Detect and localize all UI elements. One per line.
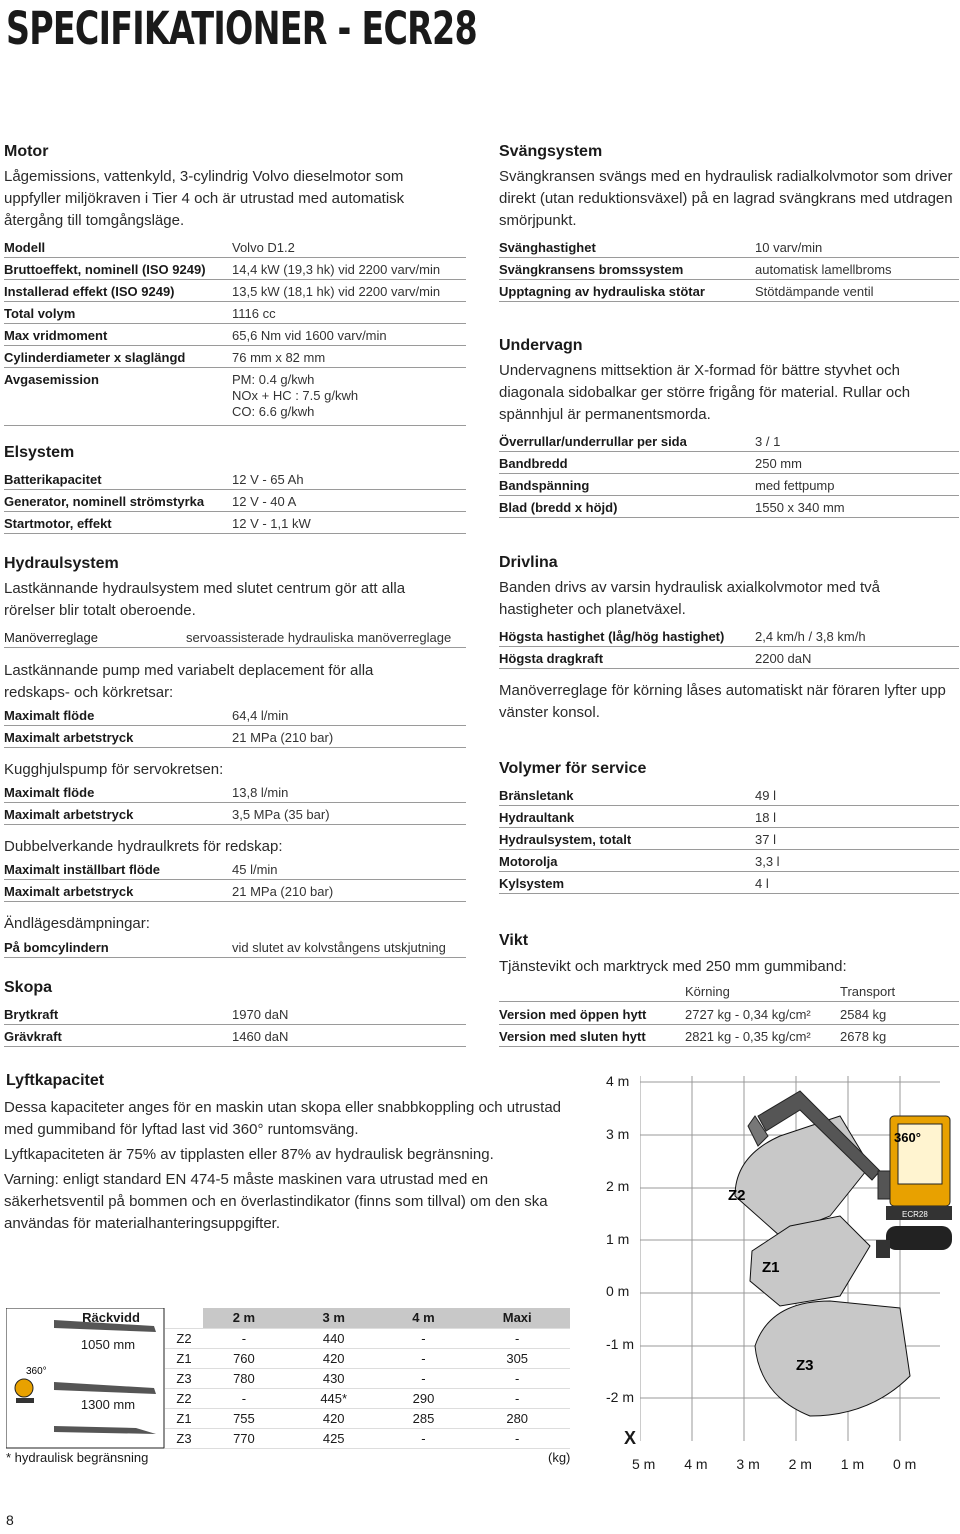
- lift-table-360-label: 360°: [26, 1366, 47, 1377]
- spec-row: [4, 512, 466, 534]
- lyft-p3: Varning: enligt standard EN 474-5 måste maskinen vara utrustad med en säkerhetsventil på bommen och en överlastindikator (finns som tillval) om den ska användas för materialhanteringsuppgifter.: [4, 1171, 548, 1232]
- table-row: [165, 1408, 570, 1428]
- lift-zone-cell: Z1: [165, 1408, 203, 1428]
- spec-value: 1460 daN: [232, 1029, 289, 1044]
- undervagn-lead: Undervagnens mittsektion är X-formad för bättre styvhet och diagonala sidobalkar ger större frigång för material. Rullar och spännhjul är permanentsmorda.: [499, 362, 911, 423]
- spec-value: 250 mm: [755, 456, 802, 471]
- spec-label: Maximalt arbetstryck: [4, 884, 134, 899]
- lift-value-cell: 440: [285, 1328, 383, 1348]
- spec-value: 14,4 kW (19,3 hk) vid 2200 varv/min: [232, 262, 441, 277]
- spec-label: Manöverreglage: [4, 630, 98, 645]
- spec-row: [499, 647, 959, 669]
- spec-row: [499, 474, 959, 496]
- spec-row: [4, 468, 466, 490]
- emission-co: CO: 6.6 g/kwh: [232, 404, 315, 419]
- spec-label: Motorolja: [499, 854, 558, 869]
- spec-row-emission: [4, 368, 466, 426]
- elsystem-heading: Elsystem: [4, 444, 75, 461]
- spec-row: [499, 828, 959, 850]
- spec-label: Brytkraft: [4, 1007, 59, 1022]
- spec-label: Maximalt arbetstryck: [4, 807, 134, 822]
- zone-z1-label: Z1: [762, 1259, 780, 1276]
- lift-value-cell: -: [383, 1428, 465, 1448]
- emission-pm: PM: 0.4 g/kwh: [232, 372, 315, 387]
- spec-label: Hydraultank: [499, 810, 575, 825]
- skopa-heading: Skopa: [4, 979, 53, 996]
- vikt-transport: 2584 kg: [840, 1007, 887, 1022]
- spec-row: [499, 806, 959, 828]
- lift-table-illustration: [6, 1308, 166, 1450]
- spec-value: 12 V - 1,1 kW: [232, 516, 311, 531]
- page-title: SPECIFIKATIONER - ECR28: [6, 2, 477, 55]
- spec-label: Kylsystem: [499, 876, 565, 891]
- spec-value: 3 / 1: [755, 434, 781, 449]
- lift-table-header-cell: 4 m: [383, 1308, 465, 1328]
- lift-value-cell: 445*: [285, 1388, 383, 1408]
- lift-value-cell: -: [464, 1428, 570, 1448]
- spec-value: 18 l: [755, 810, 776, 825]
- lift-unit: (kg): [548, 1450, 571, 1465]
- y-tick-label: 2 m: [606, 1178, 630, 1195]
- y-tick-label: -2 m: [606, 1388, 634, 1405]
- lift-value-cell: 770: [203, 1428, 285, 1448]
- spec-row: [4, 490, 466, 512]
- lift-value-cell: 760: [203, 1348, 285, 1368]
- lift-table-header: [165, 1308, 570, 1328]
- x-tick-label: 1 m: [840, 1456, 865, 1472]
- spec-label: Högsta hastighet (låg/hög hastighet): [499, 629, 725, 644]
- spec-row: [4, 880, 466, 902]
- spec-row: [4, 346, 466, 368]
- spec-row: [4, 704, 466, 726]
- lift-value-cell: 780: [203, 1368, 285, 1388]
- spec-row-control: [4, 626, 466, 648]
- spec-label: Svängkransens bromssystem: [499, 262, 684, 277]
- hydraul-sub2: Kugghjulspump för servokretsen:: [4, 761, 224, 778]
- drivlina-lead: Banden drivs av varsin hydraulisk axialkolvmotor med två hastigheter och planetväxel.: [499, 579, 880, 618]
- spec-value: 3,3 l: [755, 854, 780, 869]
- lift-value-cell: 290: [383, 1388, 465, 1408]
- spec-label: Bruttoeffekt, nominell (ISO 9249): [4, 262, 206, 277]
- drivlina-note: Manöverreglage för körning låses automatiskt när föraren lyfter upp vänster konsol.: [499, 682, 946, 721]
- lift-capacity-table: [165, 1308, 570, 1449]
- spec-value: Volvo D1.2: [232, 240, 295, 255]
- spec-row: [4, 936, 466, 958]
- spec-label: Startmotor, effekt: [4, 516, 112, 531]
- lift-zone-cell: Z2: [165, 1388, 203, 1408]
- spec-row: [4, 858, 466, 880]
- lift-table-header-cell: Maxi: [464, 1308, 570, 1328]
- spec-label: Blad (bredd x höjd): [499, 500, 618, 515]
- vikt-korning: 2821 kg - 0,35 kg/cm²: [685, 1029, 811, 1044]
- spec-value: Stötdämpande ventil: [755, 284, 874, 299]
- vikt-col-korning: Körning: [685, 984, 730, 999]
- hydraul-heading: Hydraulsystem: [4, 555, 119, 572]
- spec-value: 13,8 l/min: [232, 785, 289, 800]
- spec-value: 37 l: [755, 832, 776, 847]
- spec-value: 13,5 kW (18,1 hk) vid 2200 varv/min: [232, 284, 441, 299]
- page-number: 8: [6, 1512, 14, 1528]
- zone-z3-area: [755, 1301, 910, 1416]
- lift-value-cell: -: [383, 1348, 465, 1368]
- vikt-heading: Vikt: [499, 932, 529, 949]
- spec-row: [499, 452, 959, 474]
- lift-value-cell: 285: [383, 1408, 465, 1428]
- spec-row: [499, 496, 959, 518]
- lift-range-diagram: [640, 1076, 958, 1456]
- spec-value: 64,4 l/min: [232, 708, 289, 723]
- table-row: [165, 1328, 570, 1348]
- vikt-lead: Tjänstevikt och marktryck med 250 mm gummiband:: [499, 958, 847, 975]
- lift-value-cell: -: [203, 1388, 285, 1408]
- spec-label: Max vridmoment: [4, 328, 108, 343]
- machine-label: ECR28: [902, 1210, 928, 1219]
- spec-value: med fettpump: [755, 478, 835, 493]
- y-tick-label: 4 m: [606, 1073, 630, 1089]
- table-row: [165, 1368, 570, 1388]
- spec-row: [4, 258, 466, 280]
- lift-zone-cell: Z1: [165, 1348, 203, 1368]
- y-tick-label: -1 m: [606, 1336, 634, 1352]
- table-row: [165, 1348, 570, 1368]
- spec-label: Total volym: [4, 306, 76, 321]
- spec-label: Modell: [4, 240, 46, 255]
- spec-row: [4, 302, 466, 324]
- table-row: [165, 1388, 570, 1408]
- spec-row: [499, 430, 959, 452]
- badge-360: 360°: [894, 1130, 921, 1145]
- x-tick-label: 0 m: [893, 1456, 917, 1472]
- sving-lead: Svängkransen svängs med en hydraulisk radialkolvmotor som driver direkt (utan reduktionsväxel) på en lagrad svängkrans med utdragen smörjpunkt.: [499, 168, 953, 229]
- spec-value: 12 V - 40 A: [232, 494, 297, 509]
- diagram-x-axis-label: X: [624, 1428, 637, 1448]
- lift-value-cell: 755: [203, 1408, 285, 1428]
- lift-table-header-cell: 2 m: [203, 1308, 285, 1328]
- lift-value-cell: -: [464, 1368, 570, 1388]
- spec-label: Maximalt flöde: [4, 708, 95, 723]
- spec-value: servoassisterade hydrauliska manöverreglage: [186, 630, 452, 645]
- vikt-divider: [499, 1001, 959, 1002]
- lift-group-1300: 1300 mm: [66, 1397, 150, 1412]
- x-tick-label: 5 m: [632, 1456, 656, 1472]
- lift-value-cell: -: [383, 1328, 465, 1348]
- spec-row: [499, 872, 959, 894]
- spec-row: [499, 258, 959, 280]
- spec-row: [4, 803, 466, 825]
- lift-group-1050: 1050 mm: [66, 1337, 150, 1352]
- spec-row: [499, 850, 959, 872]
- spec-value: 10 varv/min: [755, 240, 823, 255]
- spec-value: 4 l: [755, 876, 769, 891]
- zone-z2-label: Z2: [728, 1187, 746, 1204]
- spec-row: [4, 726, 466, 748]
- spec-label: Cylinderdiameter x slaglängd: [4, 350, 186, 365]
- sving-heading: Svängsystem: [499, 143, 603, 160]
- y-tick-label: 1 m: [606, 1230, 630, 1247]
- spec-value: automatisk lamellbroms: [755, 262, 892, 277]
- vikt-label: Version med öppen hytt: [499, 1007, 647, 1022]
- spec-label: Upptagning av hydrauliska stötar: [499, 284, 705, 299]
- spec-label: Bränsletank: [499, 788, 574, 803]
- spec-label: Generator, nominell strömstyrka: [4, 494, 205, 509]
- spec-value: 49 l: [755, 788, 776, 803]
- vikt-label: Version med sluten hytt: [499, 1029, 646, 1044]
- spec-row: [4, 1025, 466, 1047]
- lyft-p2: Lyftkapaciteten är 75% av tipplasten eller 87% av hydraulisk begränsning.: [4, 1146, 494, 1163]
- lift-value-cell: 305: [464, 1348, 570, 1368]
- spec-row: [4, 781, 466, 803]
- vikt-row: [499, 1003, 959, 1025]
- spec-label: Batterikapacitet: [4, 472, 102, 487]
- lift-value-cell: 280: [464, 1408, 570, 1428]
- spec-row: [499, 236, 959, 258]
- y-tick-label: 0 m: [606, 1283, 630, 1300]
- lift-value-cell: 425: [285, 1428, 383, 1448]
- lift-table-header-range: Räckvidd: [82, 1310, 140, 1325]
- lift-value-cell: -: [383, 1368, 465, 1388]
- table-row: [165, 1428, 570, 1448]
- y-tick-label: 3 m: [606, 1125, 630, 1142]
- x-tick-label: 3 m: [736, 1456, 760, 1472]
- lift-value-cell: 420: [285, 1348, 383, 1368]
- vikt-transport: 2678 kg: [840, 1029, 887, 1044]
- spec-value: 1116 cc: [232, 306, 276, 321]
- spec-value: [232, 372, 358, 420]
- lyft-p1: Dessa kapaciteter anges för en maskin utan skopa eller snabbkoppling och utrustad med gummiband för lyftad last vid 360° runtomsväng.: [4, 1099, 561, 1138]
- spec-value: 2200 daN: [755, 651, 812, 666]
- undervagn-heading: Undervagn: [499, 337, 583, 354]
- spec-label: Hydraulsystem, totalt: [499, 832, 632, 847]
- x-tick-label: 2 m: [788, 1456, 812, 1472]
- lift-zone-cell: Z3: [165, 1428, 203, 1448]
- spec-row: [4, 324, 466, 346]
- spec-label: Bandspänning: [499, 478, 590, 493]
- spec-label: Avgasemission: [4, 372, 99, 387]
- spec-label: Maximalt arbetstryck: [4, 730, 134, 745]
- spec-value: 1970 daN: [232, 1007, 289, 1022]
- drivlina-heading: Drivlina: [499, 554, 558, 571]
- lift-table-header-cell: 3 m: [285, 1308, 383, 1328]
- hydraul-sub3: Dubbelverkande hydraulkrets för redskap:: [4, 838, 283, 855]
- x-tick-label: 4 m: [684, 1456, 708, 1472]
- spec-label: Maximalt flöde: [4, 785, 95, 800]
- motor-heading: Motor: [4, 143, 49, 160]
- zone-z3-label: Z3: [796, 1357, 814, 1374]
- spec-value: 12 V - 65 Ah: [232, 472, 304, 487]
- spec-label: Högsta dragkraft: [499, 651, 604, 666]
- spec-row: [4, 236, 466, 258]
- hydraul-lead: Lastkännande hydraulsystem med slutet centrum gör att alla rörelser blir totalt oberoende.: [4, 580, 406, 619]
- emission-nox: NOx + HC : 7.5 g/kwh: [232, 388, 359, 403]
- spec-value: 21 MPa (210 bar): [232, 884, 334, 899]
- hydraul-sub1: Lastkännande pump med variabelt deplacement för alla redskaps- och körkretsar:: [4, 662, 374, 701]
- spec-label: Grävkraft: [4, 1029, 62, 1044]
- vikt-row: [499, 1025, 959, 1047]
- spec-value: 45 l/min: [232, 862, 278, 877]
- lift-value-cell: -: [464, 1328, 570, 1348]
- spec-row: [499, 784, 959, 806]
- spec-value: 76 mm x 82 mm: [232, 350, 326, 365]
- volymer-heading: Volymer för service: [499, 760, 647, 777]
- spec-value: 65,6 Nm vid 1600 varv/min: [232, 328, 387, 343]
- spec-row: [499, 625, 959, 647]
- spec-value: 1550 x 340 mm: [755, 500, 845, 515]
- lift-value-cell: 420: [285, 1408, 383, 1428]
- lift-zone-cell: Z3: [165, 1368, 203, 1388]
- spec-label: Överrullar/underrullar per sida: [499, 434, 687, 449]
- vikt-col-transport: Transport: [840, 984, 896, 999]
- hydraul-sub4: Ändlägesdämpningar:: [4, 915, 150, 932]
- spec-row: [4, 1003, 466, 1025]
- spec-value: 2,4 km/h / 3,8 km/h: [755, 629, 866, 644]
- lyft-heading: Lyftkapacitet: [6, 1072, 105, 1089]
- lift-table-header-empty: [165, 1308, 203, 1328]
- motor-lead: Lågemissions, vattenkyld, 3-cylindrig Volvo dieselmotor som uppfyller miljökraven i Tier 4 och är utrustad med automatisk återgång till tomgångsläge.: [4, 168, 405, 229]
- lift-value-cell: 430: [285, 1368, 383, 1388]
- spec-value: 3,5 MPa (35 bar): [232, 807, 330, 822]
- spec-value: vid slutet av kolvstångens utskjutning: [232, 940, 446, 955]
- vikt-korning: 2727 kg - 0,34 kg/cm²: [685, 1007, 811, 1022]
- spec-label: På bomcylindern: [4, 940, 109, 955]
- spec-row: [4, 280, 466, 302]
- lift-footnote: * hydraulisk begränsning: [6, 1450, 149, 1465]
- spec-label: Maximalt inställbart flöde: [4, 862, 161, 877]
- spec-row: [499, 280, 959, 302]
- spec-label: Installerad effekt (ISO 9249): [4, 284, 175, 299]
- spec-label: Bandbredd: [499, 456, 568, 471]
- lift-value-cell: -: [464, 1388, 570, 1408]
- lift-zone-cell: Z2: [165, 1328, 203, 1348]
- lift-value-cell: -: [203, 1328, 285, 1348]
- spec-label: Svänghastighet: [499, 240, 596, 255]
- spec-value: 21 MPa (210 bar): [232, 730, 334, 745]
